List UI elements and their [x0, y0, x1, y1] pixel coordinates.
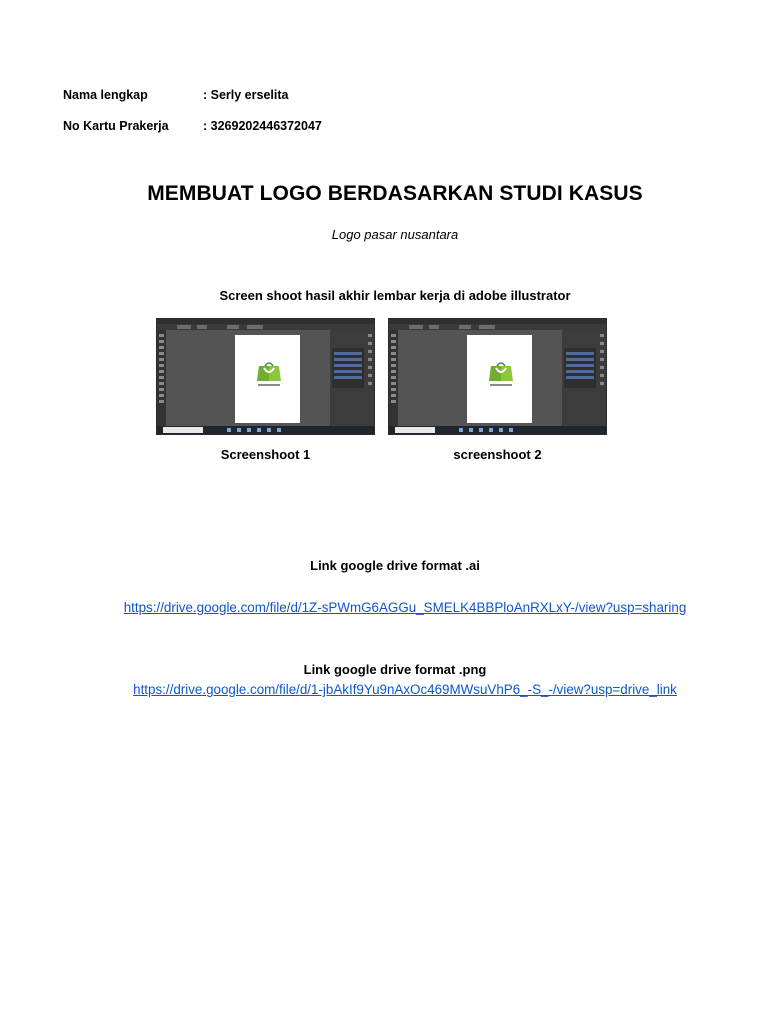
png-drive-link[interactable]: https://drive.google.com/file/d/1-jbAkIf9Yu9nAxOc469MWsuVhP6_-S_-/view?usp=drive_link	[133, 682, 677, 697]
card-number-value: : 3269202446372047	[203, 119, 322, 133]
page-subtitle: Logo pasar nusantara	[331, 227, 459, 242]
ai-drive-link[interactable]: https://drive.google.com/file/d/1Z-sPWmG6AGGu_SMELK4BBPloAnRXLxY-/view?usp=sharing	[123, 600, 687, 615]
card-number-label: No Kartu Prakerja	[63, 119, 169, 133]
illustrator-layers-panel	[330, 330, 374, 426]
page-title: MEMBUAT LOGO BERDASARKAN STUDI KASUS	[147, 182, 643, 205]
illustrator-toolbar	[389, 330, 398, 426]
screenshot-2-image	[388, 318, 607, 435]
illustrator-layers-panel	[562, 330, 606, 426]
name-label: Nama lengkap	[63, 88, 148, 102]
png-link-heading: Link google drive format .png	[303, 662, 487, 677]
windows-taskbar	[389, 426, 606, 434]
illustrator-toolbar	[157, 330, 166, 426]
shopping-bag-logo-icon	[255, 359, 283, 389]
screenshot-1-image	[156, 318, 375, 435]
screenshots-heading: Screen shoot hasil akhir lembar kerja di adobe illustrator	[219, 288, 571, 303]
screenshot-2-caption: screenshoot 2	[453, 447, 542, 462]
windows-taskbar	[157, 426, 374, 434]
ai-link-heading: Link google drive format .ai	[310, 558, 480, 573]
screenshot-1-caption: Screenshoot 1	[220, 447, 311, 462]
shopping-bag-logo-icon	[487, 359, 515, 389]
name-value: : Serly erselita	[203, 88, 289, 102]
